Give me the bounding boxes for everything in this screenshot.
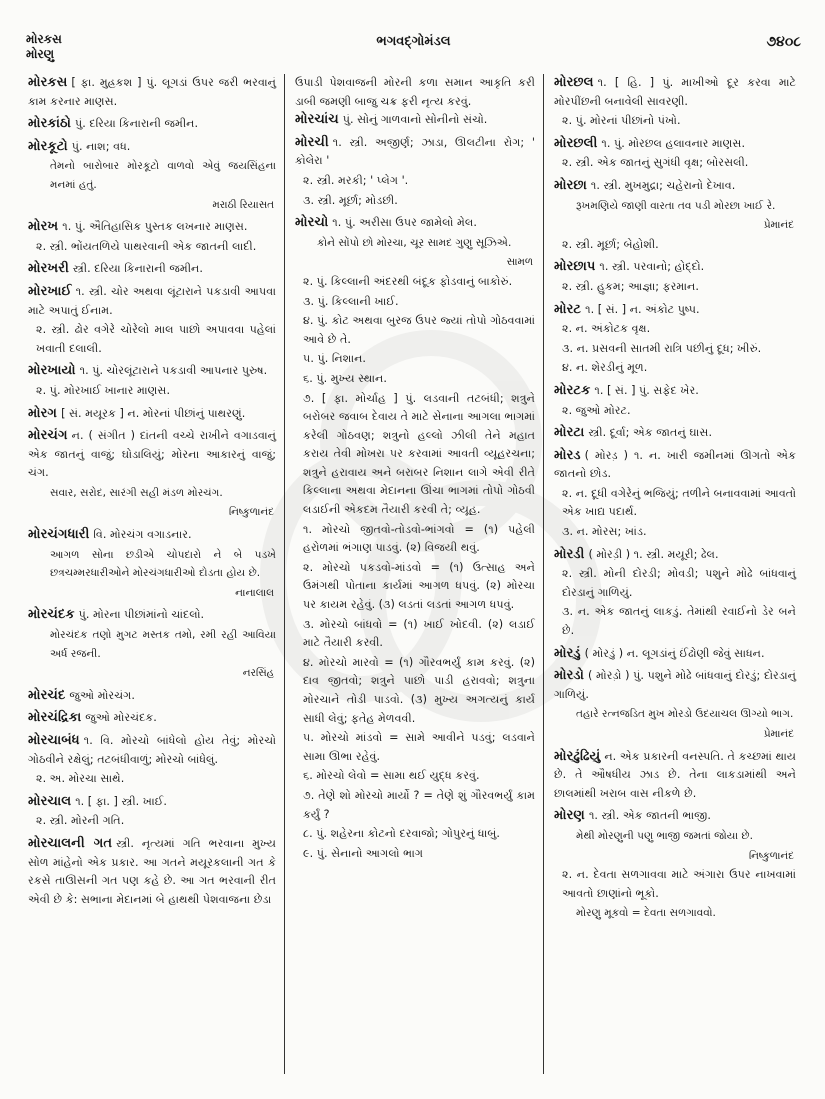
- sense-item: ૨. સ્ત્રી. મોની દોરડી; મોવડી; પશુને મોઢે બાંધવાનું દોરડાનું ગાળિયું.: [562, 567, 796, 599]
- entry-line: [28, 405, 276, 424]
- sense-item: ૨. સ્ત્રી. એક જાતનું સુગંધી વૃક્ષ; બોરસલી.: [562, 156, 749, 170]
- dictionary-entry: [28, 732, 276, 789]
- sense-item: ૬. પું. મુખ્ય સ્થાન.: [303, 371, 387, 385]
- dictionary-entry: [28, 138, 276, 214]
- citation-quote: મેથી મોરણુની પણુ ભાજી જમતાં જોયા છે.: [576, 829, 753, 842]
- idiom-phrase: ૭. તેણે શો મોરચો માર્યો ? = તેણે શું ગૌરવભર્યું કામ કર્યું ?: [303, 788, 535, 821]
- sense-item: ૩. ન. એક જાતનું લાકડું. તેમાંથી રવાઈનો ડેર બને છે.: [562, 605, 796, 638]
- headword: મોરગ: [28, 405, 58, 421]
- definition: ૧. વિ. મોરચો બાંધેલો હોય તેવું; મોરચો ગોઠવીને રક્ષેલું; તટબંધીવાળું; મોરચો બાંધેલું.: [28, 734, 276, 766]
- dictionary-entry: [554, 667, 796, 743]
- citation-quote: કોને સોંપો છો મોરચા, ચૂર સામદ ગુણુ સૂઝિએ.: [317, 236, 512, 249]
- sense-item: ૨. પું. મોરનાં પીછાંનો પંખો.: [562, 114, 681, 128]
- definition: ( મોરડ઼ો ) પું. પશુને મોઢે બાંધવાનું દોરડું; દોરડાનું ગાળિયું.: [554, 669, 796, 701]
- definition: પું. મોરના પીછાંમાંનો ચાંદલો.: [78, 608, 205, 622]
- left-column: [24, 74, 284, 1074]
- headword: મોરટ: [554, 301, 582, 317]
- definition: ૧. સ્ત્રી. અજીર્ણ; ઝાડા, ઊલટીના રોગ; ' કોલેરા ': [295, 135, 535, 168]
- sense-item: ૪. પું. કોટ અથવા બુરજ ઉપર જ્યાં તોપો ગોઠવવામાં આવે છે તે.: [303, 314, 535, 346]
- headword: મોરખાઈ: [28, 283, 72, 299]
- headword: મોરડું: [554, 645, 581, 661]
- dictionary-entry: [28, 74, 276, 111]
- definition: [ ફા. મુહ્રકશ ] પું. લૂગડાં ઉપર જરી ભરવાનું કામ કરનાર માણસ.: [28, 76, 276, 108]
- sense-item: ૪. ન. શેરડીનું મૂળ.: [562, 361, 648, 375]
- headword: મોરટક: [554, 382, 591, 398]
- entry-line: [554, 258, 796, 277]
- dictionary-entry: [554, 74, 796, 131]
- headword: મોરચાંચ: [295, 112, 339, 128]
- citation-quote: તેમનો બારોબાર મોરકૂટો વાળવો એવું જયસિંહના મનમાં હતું.: [50, 160, 276, 191]
- sense-item: ૭. [ ફા. મોર્ચાહ ] પું. લડવાની તટબંધી; શત્રુને બરોબર જવાબ દેવાય તે માટે સેનાના આગલા ભાગમાં કરેલી ગોઠવણ; શત્રુનો હલ્લો ઝીલી તેને મહાત કરાય તેવી મોખરા પર કરવામાં આવતી વ્યૂહરચના; શત્રુને હરાવાય અને બરાબર નિશાન લાગે એવી રીતે કિલ્લાના અથવા મેદાનના ઊંચા ભાગમાં તોપો ગોઠવી લડાઈની એકદમ તૈયારી કરવી તે; વ્યૂહ.: [303, 391, 535, 517]
- citation-source: પ્રેમાનંદ: [763, 219, 794, 232]
- headword: મોરચંગધારી: [28, 527, 90, 543]
- idiom-phrase: ૩. મોરચો બાંધવો = (૧) ખાઈ ખોદવી. (૨) લડાઈ માટે તૈયારી કરવી.: [303, 617, 535, 650]
- entry-line: [28, 218, 276, 237]
- citation-source: સામળ: [506, 256, 533, 269]
- sense-item: ૩. પું. કિલ્લાની ખાઈ.: [303, 294, 399, 308]
- headword: મોરચી: [295, 134, 329, 150]
- definition: ૧. સ્ત્રી. ચોર અથવા લૂંટારાને પકડાવી આપવા માટે અપાતું ઈનામ.: [28, 284, 276, 317]
- entry-line: [28, 427, 276, 483]
- idiom-phrase: ૨. મોરચો પકડવો-માંડવો = (૧) ઉત્સાહ અને ઉમંગથી પોતાના કાર્યમાં આગળ ધપવું. (૨) મોરચા પર કાયમ રહેવું. (૩) લડતાં લડતાં આગળ ધપવું.: [303, 560, 535, 612]
- headword: મોરખાયો: [28, 363, 76, 379]
- entry-line: [554, 807, 796, 826]
- dictionary-entry: [295, 134, 535, 210]
- dictionary-entry: [554, 447, 796, 542]
- entry-line: [28, 606, 276, 625]
- sense-item: ૨. ન. દેવતા સળગાવવા માટે અંગારા ઉપર નાખવામાં આવતો છાણાંનો ભૂકો.: [562, 868, 796, 900]
- citation-source: નાનાલાલ: [235, 586, 274, 599]
- continuation-text: ઉપાડી પેશવાજની મોરની કળા સમાન આકૃતિ કરી ડાબી જમણી બાજુ ચક્ર ફરી નૃત્ય કરવું.: [295, 76, 535, 108]
- headword: મોરડો: [554, 668, 584, 684]
- definition: ૧. [ ફા. ] સ્ત્રી. ખાઈ.: [75, 794, 167, 808]
- headword: મોરછલ: [554, 75, 594, 90]
- dictionary-entry: [28, 687, 276, 706]
- dictionary-entry: [28, 260, 276, 279]
- dictionary-entry: [28, 218, 276, 256]
- sense-item: ૨. અ. મોરચા સાથે.: [36, 772, 125, 786]
- sense-item: ૨. સ્ત્રી. ઢોર વગેરે ચોરેલો માલ પાછો અપાવવા પહેલાં ખવાતી દલાલી.: [36, 323, 276, 355]
- sense-item: ૨. સ્ત્રી. મરકી; ' પ્લેગ '.: [303, 173, 409, 187]
- citation-quote: સવાર, સરોદ, સારંગી સહી મંડળ મોરચંગ.: [50, 486, 223, 499]
- entry-line: [554, 177, 796, 196]
- entry-line: [28, 526, 276, 545]
- dictionary-entry: [554, 382, 796, 420]
- headword: મોરઢુંઢિયું: [554, 748, 601, 764]
- sense-item: ૨. સ્ત્રી. ભોંયતળિયે પાથરવાની એક જાતની લાદી.: [36, 239, 257, 253]
- headword: મોરણ: [554, 808, 585, 824]
- citation-source: નરસિંહ: [242, 667, 274, 680]
- dictionary-entry: [28, 526, 276, 602]
- dictionary-entry: [554, 301, 796, 378]
- sense-item: ૨. ન. અંકોટક વૃક્ષ.: [562, 322, 651, 336]
- definition: પું. નાશ; વધ.: [71, 139, 131, 153]
- dictionary-entry: [554, 546, 796, 641]
- sense-item: ૨. પું. મોરખાઈ ખાનાર માણસ.: [36, 383, 171, 397]
- citation-quote: રૂખમણિયે જાણી વારતા તવ પડી મોરછા ખાઈ રે.: [576, 199, 776, 212]
- entry-line: [295, 134, 535, 171]
- headword: મોરકૂટો: [28, 138, 68, 154]
- headword: મોરચાબંધ: [28, 733, 80, 748]
- sense-item: ૫. પું. નિશાન.: [303, 352, 366, 366]
- sense-item: ૩. ન. મોરસ; ખાંડ.: [562, 525, 647, 539]
- guide-word-last: મોરણુ: [26, 47, 55, 61]
- definition: ન. એક પ્રકારની વનસ્પતિ. તે કચ્છમાં થાય છે. તે ઔષધીય ઝાડ છે. તેના લાકડામાંથી અને છાલમાંથી ખરાબ વાસ નીકળે છે.: [554, 749, 796, 800]
- sense-item: ૨. સ્ત્રી. મોરની ગતિ.: [36, 814, 125, 828]
- entry-line: [554, 424, 796, 443]
- sense-item: ૨. ન. દૂધી વગેરેનું ભજિયું; તળીને બનાવવામાં આવતો એક ખાદ્ય પદાર્થ.: [562, 486, 796, 519]
- definition: સ્ત્રી. દૂર્વા; એક જાતનું ઘાસ.: [588, 426, 713, 440]
- entry-line: [554, 301, 796, 320]
- sense-item: ૨. જુઓ મોરટ.: [562, 403, 631, 417]
- entry-line: [28, 283, 276, 320]
- entry-line: [554, 748, 796, 804]
- headword: મોરચંદક: [28, 607, 75, 623]
- headword: મોરચાલની ગત: [28, 835, 113, 851]
- dictionary-entry: [28, 115, 276, 134]
- dictionary-entry: [28, 793, 276, 831]
- citation-source: નિષ્કુળાનંદ: [748, 849, 794, 862]
- entry-line: [28, 793, 276, 812]
- dictionary-entry: [28, 606, 276, 682]
- definition: ૧. પું. મોરછલ હલાવનાર માણસ.: [601, 136, 746, 150]
- sense-item: ૩. સ્ત્રી. મૂર્છા; મોડછી.: [303, 193, 398, 207]
- dictionary-entry: [28, 283, 276, 358]
- entry-line: [554, 645, 796, 664]
- definition: ૧. સ્ત્રી. પરવાનો; હોદ્દો.: [599, 260, 705, 274]
- dictionary-entry: [554, 424, 796, 443]
- dictionary-columns: [24, 74, 804, 1074]
- sense-item: ૨. પું. કિલ્લાની અંદરથી બંદૂક ફોડવાનું બાકોરું.: [303, 274, 513, 288]
- sense-item: ૩. ન. પ્રસવની સાતમી રાત્રિ પછીનું દૂધ; ખીરું.: [562, 341, 762, 355]
- sense-item: ૯. પું. સેનાનો આગલો ભાગ: [303, 846, 424, 860]
- entry-line: [295, 111, 535, 130]
- idiom-phrase: ૫. મોરચો માંડવો = સામે આવીને પડવું; લડવાને સામા ઊભા રહેવું.: [303, 731, 535, 763]
- right-column: [544, 74, 804, 1074]
- entry-line: [295, 214, 535, 233]
- idiom-phrase: ૬. મોરચો લેવો = સામા થઈ યુદ્ધ કરવું.: [303, 769, 480, 783]
- sense-item: ૨. સ્ત્રી. મૂર્છા; બેહોશી.: [562, 237, 659, 251]
- definition: ૧. [ સં. ] ન. અંકોટ પુષ્પ.: [585, 302, 700, 316]
- definition: ન. ( સંગીત ) દાંતની વચ્ચે રાખીને વગાડવાનું એક જાતનું વાજું; ઘોડાલિયું; મોરના આકારનું વાજું; ચંગ.: [28, 429, 276, 480]
- definition: વિ. મોરચંગ વગાડનાર.: [93, 528, 192, 542]
- guide-word-first: મોરકસ: [26, 32, 62, 46]
- definition: ( મોરડ઼ ) ૧. ન. ખારી જમીનમાં ઊગતો એક જાતનો છોડ.: [554, 448, 796, 481]
- headword: મોરકાંઠો: [28, 116, 71, 132]
- citation-source: પ્રેમાનંદ: [763, 728, 794, 740]
- definition: [ સં. મયૂરક ] ન. મોરનાં પીછાંનું પાથરણું.: [61, 406, 246, 420]
- dictionary-entry: [295, 214, 535, 863]
- citation-quote: આગળ સોના છડીએ ચોપદારો ને બે પડખે છત્રચમ્મરધારીઓને મોરચંગધારીઓ દોડતા હોય છે.: [50, 548, 276, 580]
- dictionary-entry: [28, 709, 276, 728]
- dictionary-entry: [28, 405, 276, 424]
- citation-source: નિષ્કુળાનંદ: [228, 506, 274, 519]
- definition: સ્ત્રી. દરિયા કિનારાની જમીન.: [72, 262, 203, 276]
- entry-line: [28, 835, 276, 909]
- headword: મોરચંદ: [28, 687, 66, 703]
- dictionary-entry: [295, 111, 535, 130]
- page-header: [26, 32, 801, 66]
- dictionary-entry: [28, 835, 276, 909]
- definition: ૧. પું. ચોરલૂંટારાને પકડાવી આપનાર પુરુષ.: [79, 364, 268, 378]
- dictionary-entry: [554, 807, 796, 923]
- headword: મોરખરી: [28, 261, 69, 277]
- entry-line: [554, 546, 796, 565]
- definition: પું. સોનું ગાળવાનો સોનીનો સંચો.: [342, 113, 488, 127]
- headword: મોરછલી: [554, 135, 598, 151]
- definition: પું. દરિયા કિનારાની જમીન.: [74, 117, 199, 131]
- dictionary-entry: [554, 645, 796, 664]
- definition: ૧. [ હિ. ] પું. માખીઓ દૂર કરવા માટે મોરપીંછની બનાવેલી સાવરણી.: [554, 76, 796, 108]
- entry-line: [28, 362, 276, 381]
- citation-quote: મોરચંદક તણો મુગટ મસ્તક તમો, રમી રહી આવિયા અર્ધ રજની.: [50, 629, 276, 660]
- entry-line: [28, 732, 276, 769]
- headword: મોરડ: [554, 447, 581, 463]
- headword: મોરકસ: [28, 75, 68, 90]
- definition: જુઓ મોરચંગ.: [69, 688, 135, 702]
- entry-line: [554, 135, 796, 154]
- headword: મોરછા: [554, 177, 587, 193]
- page-number: ૭૪૦૮: [766, 34, 801, 50]
- entry-line: [554, 382, 796, 401]
- entry-line: [554, 74, 796, 111]
- entry-line: [28, 115, 276, 134]
- entry-line: [28, 687, 276, 706]
- sense-item: ૮. પું. શહેરના કોટનો દરવાજો; ગોપુરનું ધાબું.: [303, 827, 500, 841]
- citation-source: મરાઠી રિયાસત: [212, 198, 274, 211]
- entry-line: [28, 138, 276, 157]
- idiom-phrase: ૧. મોરચો જીતવો-તોડવો-ભાંગવો = (૧) પહેલી હરોળમાં ભંગાણ પાડવું. (૨) વિજયી થવું.: [303, 522, 535, 555]
- dictionary-entry: [554, 135, 796, 173]
- definition: ( મોરડ઼ી ) ૧. સ્ત્રી. મયૂરી; ઢેલ.: [588, 547, 719, 561]
- headword: મોરચાલ: [28, 793, 72, 809]
- dictionary-entry: [554, 748, 796, 804]
- headword: મોરછાપ: [554, 259, 596, 275]
- headword: મોરટા: [554, 425, 585, 441]
- entry-line: [554, 667, 796, 704]
- definition: ૧. પું. ઐતિહાસિક પુસ્તક લખનાર માણસ.: [62, 220, 248, 234]
- headword: મોરચંદ્રિકા: [28, 710, 82, 726]
- definition: સ્ત્રી. નૃત્યમાં ગતિ ભરવાના મુખ્ય સોળ માંહેનો એક પ્રકાર. આ ગતને મયૂરકલાની ગત કે રકસે તાઊસની ગત પણ કહે છે. આ ગત ભરવાની રીત એવી છે કે: સભાના મેદાનમાં બે હાથથી પેશવાજના છેડા: [28, 836, 276, 906]
- middle-column: [284, 74, 544, 1074]
- definition: ૧. પું. અરીસા ઉપર જામેલો મેલ.: [332, 216, 477, 230]
- definition: જુઓ મોરચંદક.: [85, 711, 157, 725]
- dictionary-entry: [554, 258, 796, 296]
- headword: મોરચંગ: [28, 428, 68, 444]
- entry-line: [28, 74, 276, 111]
- dictionary-entry: [28, 362, 276, 400]
- definition: ૧. સ્ત્રી. એક જાતની ભાજી.: [588, 809, 711, 823]
- dictionary-entry: [554, 177, 796, 254]
- idiom-phrase: ૪. મોરચો મારવો = (૧) ગૌરવભર્યું કામ કરવું. (૨) દાવ જીતવો; શત્રુને પાછો પાડી હરાવવો; શત્રુના મોરચાને તોડી પાડવો. (૩) મુખ્ય અગત્યનું કાર્ય સાધી લેવું; ફતેહ મેળવવી.: [303, 655, 535, 725]
- definition: ( મોરડ઼ું ) ન. લૂગડાંનું ઈંઢોણી જેવું સાધન.: [584, 646, 765, 660]
- sense-item: ૨. સ્ત્રી. હુકમ; આજ્ઞા; ફરમાન.: [562, 279, 699, 293]
- headword: મોરચો: [295, 215, 329, 231]
- citation-quote: તહારે રત્નજડિત મુખ મોરડો ઉદયાચલ ઊગ્યો ભાગ.: [576, 708, 794, 721]
- entry-line: [28, 260, 276, 279]
- headword: મોરડી: [554, 546, 585, 562]
- definition: ૧. સ્ત્રી. મુખમુદ્રા; ચહેરાનો દેખાવ.: [590, 178, 736, 192]
- entry-line: [28, 709, 276, 728]
- headword: મોરખ: [28, 219, 59, 235]
- idiom-phrase: મોરણુ મૂકવો = દેવતા સળગાવવો.: [576, 907, 716, 920]
- dictionary-entry: [28, 427, 276, 522]
- definition: ૧. [ સં. ] પું. સફેદ ખેર.: [594, 383, 699, 397]
- entry-line: [554, 447, 796, 484]
- page-title: ભગવદ્ગોમંડલ: [376, 34, 451, 49]
